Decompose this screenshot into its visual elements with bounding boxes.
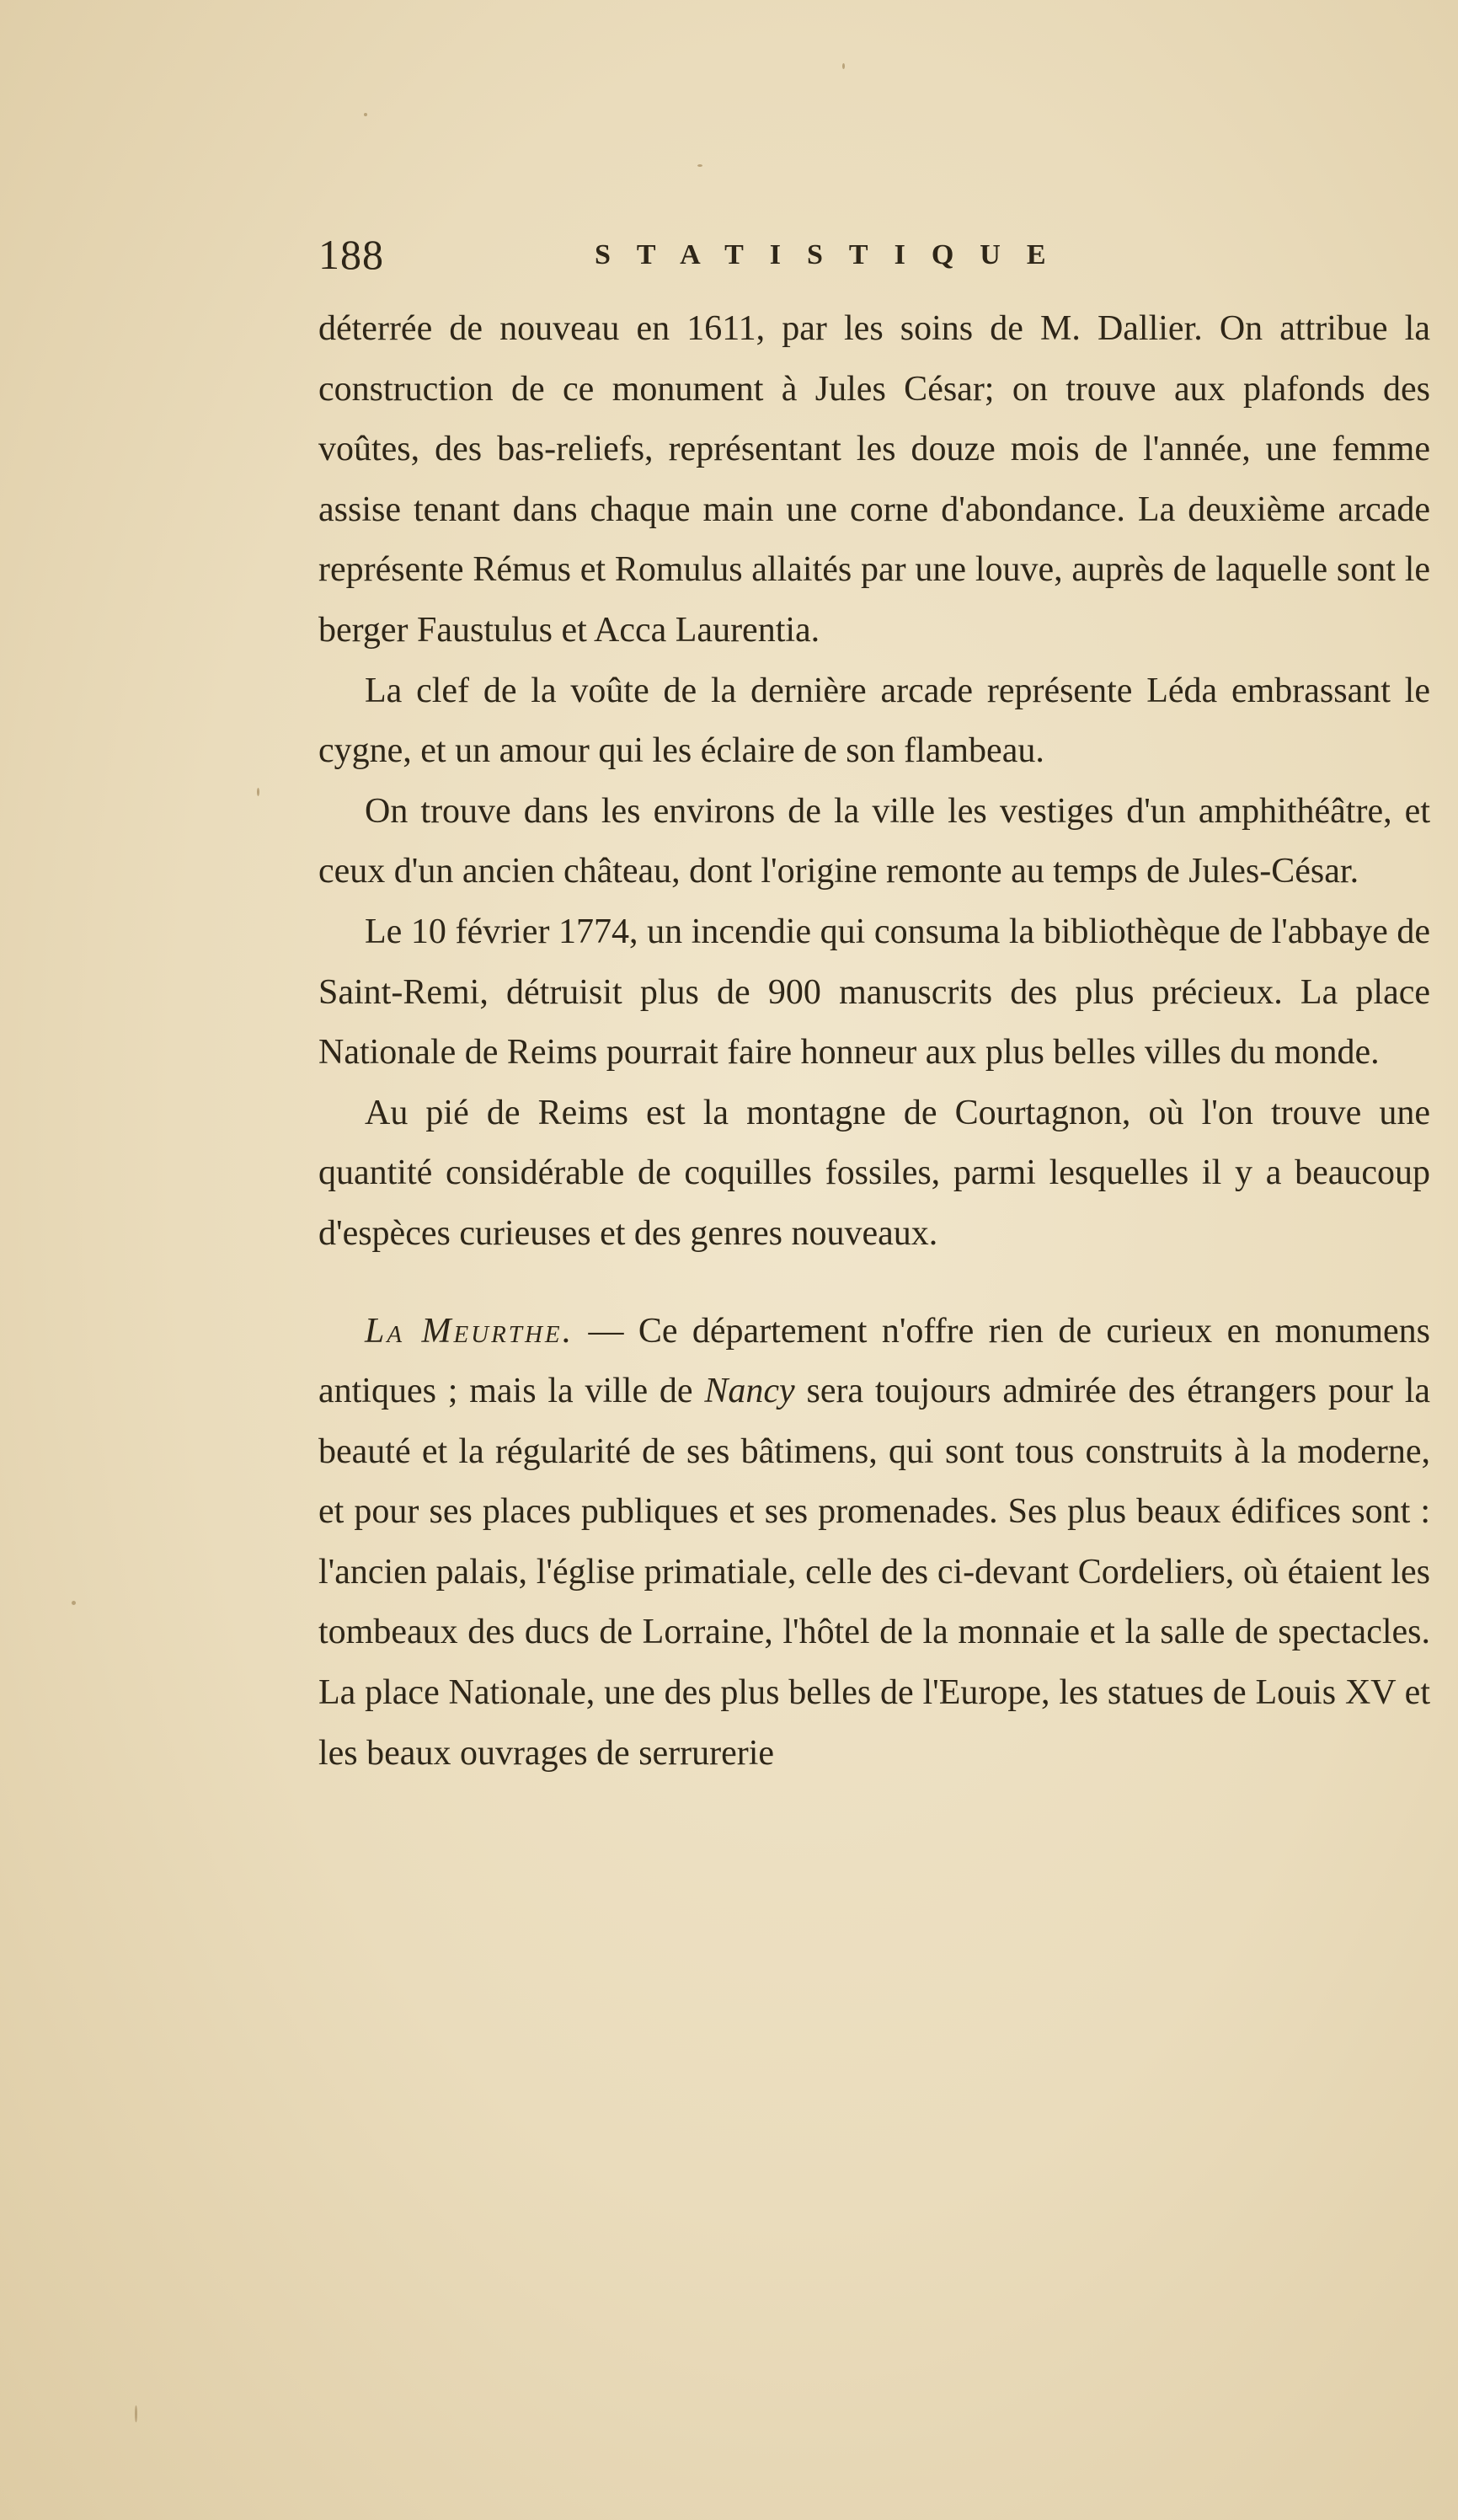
body-text: [318, 299, 1430, 1784]
page-header: [318, 229, 1144, 280]
paragraph-meurthe: [318, 1302, 1430, 1784]
paper-speck: [135, 2405, 137, 2422]
paper-speck: [697, 164, 702, 167]
running-title: STATISTIQUE: [595, 239, 1072, 270]
section-title-meurthe: La Meurthe.: [365, 1311, 574, 1351]
paragraph-leda: La clef de la voûte de la dernière arcade représente Léda embrassant le cygne, et un amour qui les éclaire de son flambeau.: [318, 671, 1430, 771]
paper-speck: [842, 63, 845, 69]
paragraph-amphitheatre: On trouve dans les environs de la ville les vestiges d'un amphithéâtre, et ceux d'un ancien château, dont l'origine remonte au temps de Jules-César.: [318, 791, 1430, 891]
meurthe-text-part1: — Ce département n'offre rien de curieux en monumens antiques ; mais la ville de: [318, 1311, 1431, 1411]
paragraph-library-fire: Le 10 février 1774, un incendie qui consuma la bibliothèque de l'abbaye de Saint-Remi, détruisit plus de 900 manuscrits des plus précieux. La place Nationale de Reims pourrait faire honneur aux plus belles villes du monde.: [318, 912, 1430, 1073]
paper-speck: [257, 788, 259, 796]
meurthe-text-part2: sera toujours admirée des étrangers pour la beauté et la régularité de ses bâtimens, qui sont tous construits à la moderne, et pour ses places publiques et ses promenades. Ses plus beaux édifices sont : l'ancien palais, l'église primatiale, celle des ci-devant Cordeliers, où étaient les tombeaux des ducs de Lorraine, l'hôtel de la monnaie et la salle de spectacles. La place Nationale, une des plus belles de l'Europe, les statues de Louis XV et les beaux ouvrages de serrurerie: [318, 1372, 1431, 1773]
paper-speck: [364, 113, 367, 116]
paper-speck: [72, 1601, 76, 1605]
paragraph-continuation: déterrée de nouveau en 1611, par les soins de M. Dallier. On attribue la construction de ce monument à Jules César; on trouve aux plafonds des voûtes, des bas-reliefs, représentant les douze mois de l'année, une femme assise tenant dans chaque main une corne d'abondance. La deuxième arcade représente Rémus et Romulus allaités par une louve, auprès de laquelle sont le berger Faustulus et Acca Laurentia.: [318, 309, 1430, 650]
place-name-nancy: Nancy: [704, 1372, 795, 1411]
paragraph-courtagnon: Au pié de Reims est la montagne de Courtagnon, où l'on trouve une quantité considérable de coquilles fossiles, parmi lesquelles il y a beaucoup d'espèces curieuses et des genres nouveaux.: [318, 1093, 1430, 1253]
page-number: 188: [318, 231, 384, 278]
